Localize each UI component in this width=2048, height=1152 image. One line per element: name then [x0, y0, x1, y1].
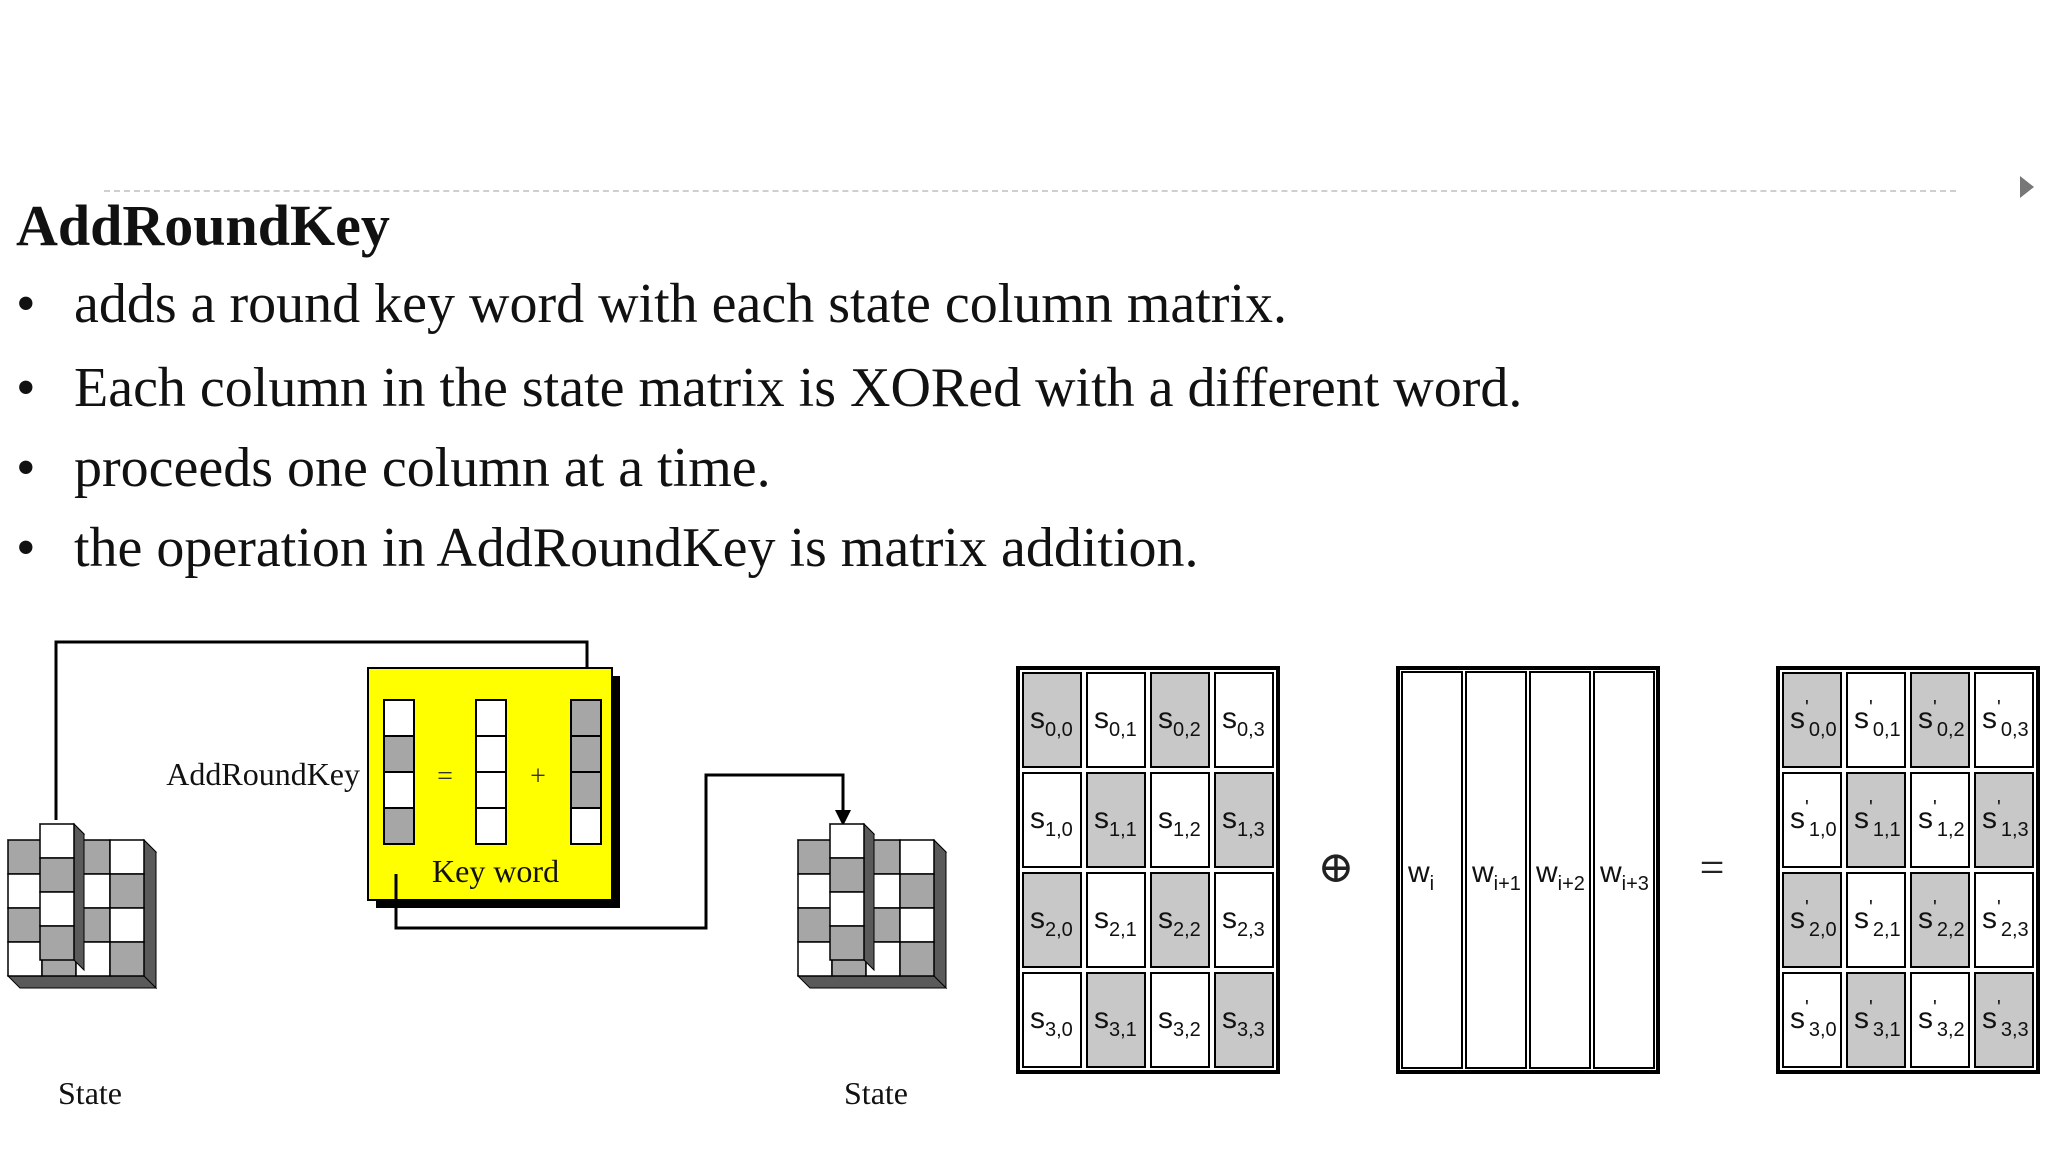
round-key-words [1398, 668, 1658, 1072]
cell-label: $s_{3,2}$ [1158, 1002, 1201, 1041]
cell-label: $s'_{1,3}$ [1982, 797, 2029, 841]
state-label-left: State [58, 1075, 122, 1111]
state-label-right: State [844, 1075, 908, 1111]
result-matrix [1778, 668, 2038, 1072]
bullet-item [16, 356, 1522, 436]
equals-sign: = [437, 761, 453, 792]
key-cell [476, 736, 506, 772]
raised-column-cell [40, 892, 74, 926]
cell-label: $s'_{1,1}$ [1854, 797, 1901, 841]
cube-bottom-face [8, 976, 156, 988]
state-cell [8, 840, 42, 874]
key-cell [384, 736, 414, 772]
bullet-text: Each column in the state matrix is XORed with a different word. [74, 357, 1523, 419]
raised-column-cell [830, 858, 864, 892]
raised-column-side [74, 824, 84, 970]
cell-label: $s'_{0,2}$ [1918, 697, 1965, 741]
cell-label: $s'_{1,0}$ [1790, 797, 1837, 841]
cell-label: $s'_{2,1}$ [1854, 897, 1901, 941]
key-cell [571, 808, 601, 844]
cell-label: $s_{3,1}$ [1094, 1002, 1137, 1041]
raised-column-cell [40, 858, 74, 892]
state-cell [900, 874, 934, 908]
cell-label: $s'_{2,0}$ [1790, 897, 1837, 941]
raised-column-side [864, 824, 874, 970]
slide-marker-icon [2020, 176, 2034, 198]
cube-bottom-face [798, 976, 946, 988]
cube-side-face [934, 840, 946, 988]
state-cell [798, 840, 832, 874]
cell-label: $s_{0,1}$ [1094, 702, 1137, 741]
bullet-list [16, 272, 1522, 596]
cell-label: $s_{1,3}$ [1222, 802, 1265, 841]
cell-label: $s'_{3,0}$ [1790, 997, 1837, 1041]
bullet-text: the operation in AddRoundKey is matrix addition. [74, 517, 1199, 579]
key-cell [476, 700, 506, 736]
bullet-dot: • [16, 357, 36, 419]
raised-column-cell [830, 824, 864, 858]
cell-label: $s_{0,2}$ [1158, 702, 1201, 741]
cell-label: $s'_{0,3}$ [1982, 697, 2029, 741]
cell-label: $s_{1,0}$ [1030, 802, 1073, 841]
key-cell [571, 772, 601, 808]
bullet-dot: • [16, 273, 36, 335]
addroundkey-figure [0, 620, 2048, 1152]
cell-label: $s'_{3,3}$ [1982, 997, 2029, 1041]
key-cell [476, 772, 506, 808]
state-cell [110, 874, 144, 908]
raised-column-cell [830, 926, 864, 960]
word-label: $w_i$ [1408, 856, 1435, 895]
key-cell [571, 700, 601, 736]
raised-column-cell [40, 926, 74, 960]
state-cell [8, 942, 42, 976]
raised-column-cell [830, 892, 864, 926]
cell-label: $s'_{2,3}$ [1982, 897, 2029, 941]
bullet-dot: • [16, 517, 36, 579]
state-cell [110, 908, 144, 942]
state-cell [900, 908, 934, 942]
cell-label: $s_{2,0}$ [1030, 902, 1073, 941]
xor-symbol: ⊕ [1317, 843, 1355, 892]
key-cell [384, 700, 414, 736]
cell-label: $s_{0,0}$ [1030, 702, 1073, 741]
cell-label: $s'_{0,1}$ [1854, 697, 1901, 741]
state-cell [900, 840, 934, 874]
equals-symbol: = [1699, 843, 1725, 892]
state-cell [798, 908, 832, 942]
plus-sign: + [530, 761, 546, 792]
key-cell [384, 772, 414, 808]
state-cell [798, 942, 832, 976]
cell-label: $s'_{2,2}$ [1918, 897, 1965, 941]
cell-label: $s_{2,3}$ [1222, 902, 1265, 941]
key-cell [384, 808, 414, 844]
word-label: $w_{i+2}$ [1536, 856, 1585, 895]
state-cube-right [798, 824, 946, 988]
key-cell [571, 736, 601, 772]
cube-side-face [144, 840, 156, 988]
cell-label: $s_{1,1}$ [1094, 802, 1137, 841]
state-cell [110, 840, 144, 874]
cell-label: $s'_{1,2}$ [1918, 797, 1965, 841]
word-label: $w_{i+1}$ [1472, 856, 1521, 895]
cell-label: $s_{1,2}$ [1158, 802, 1201, 841]
key-cell [476, 808, 506, 844]
bullet-item [16, 272, 1522, 356]
cell-label: $s'_{0,0}$ [1790, 697, 1837, 741]
slide-heading: AddRoundKey [16, 193, 390, 258]
cell-label: $s_{2,1}$ [1094, 902, 1137, 941]
bullet-text: proceeds one column at a time. [74, 437, 771, 499]
state-cube-left [8, 824, 156, 988]
state-matrix [1018, 668, 1278, 1072]
cell-label: $s_{3,3}$ [1222, 1002, 1265, 1041]
key-word-label: Key word [432, 853, 560, 889]
state-cell [8, 874, 42, 908]
cell-label: $s_{0,3}$ [1222, 702, 1265, 741]
operation-label: AddRoundKey [166, 756, 360, 792]
cell-label: $s'_{3,1}$ [1854, 997, 1901, 1041]
bullet-dot: • [16, 437, 36, 499]
raised-column-cell [40, 824, 74, 858]
word-label: $w_{i+3}$ [1600, 856, 1649, 895]
bullet-item [16, 436, 1522, 516]
cell-label: $s_{3,0}$ [1030, 1002, 1073, 1041]
bullet-text: adds a round key word with each state column matrix. [74, 273, 1287, 335]
bullet-item [16, 516, 1522, 596]
state-cell [110, 942, 144, 976]
cell-label: $s_{2,2}$ [1158, 902, 1201, 941]
state-cell [8, 908, 42, 942]
state-cell [900, 942, 934, 976]
cell-label: $s'_{3,2}$ [1918, 997, 1965, 1041]
state-cell [798, 874, 832, 908]
